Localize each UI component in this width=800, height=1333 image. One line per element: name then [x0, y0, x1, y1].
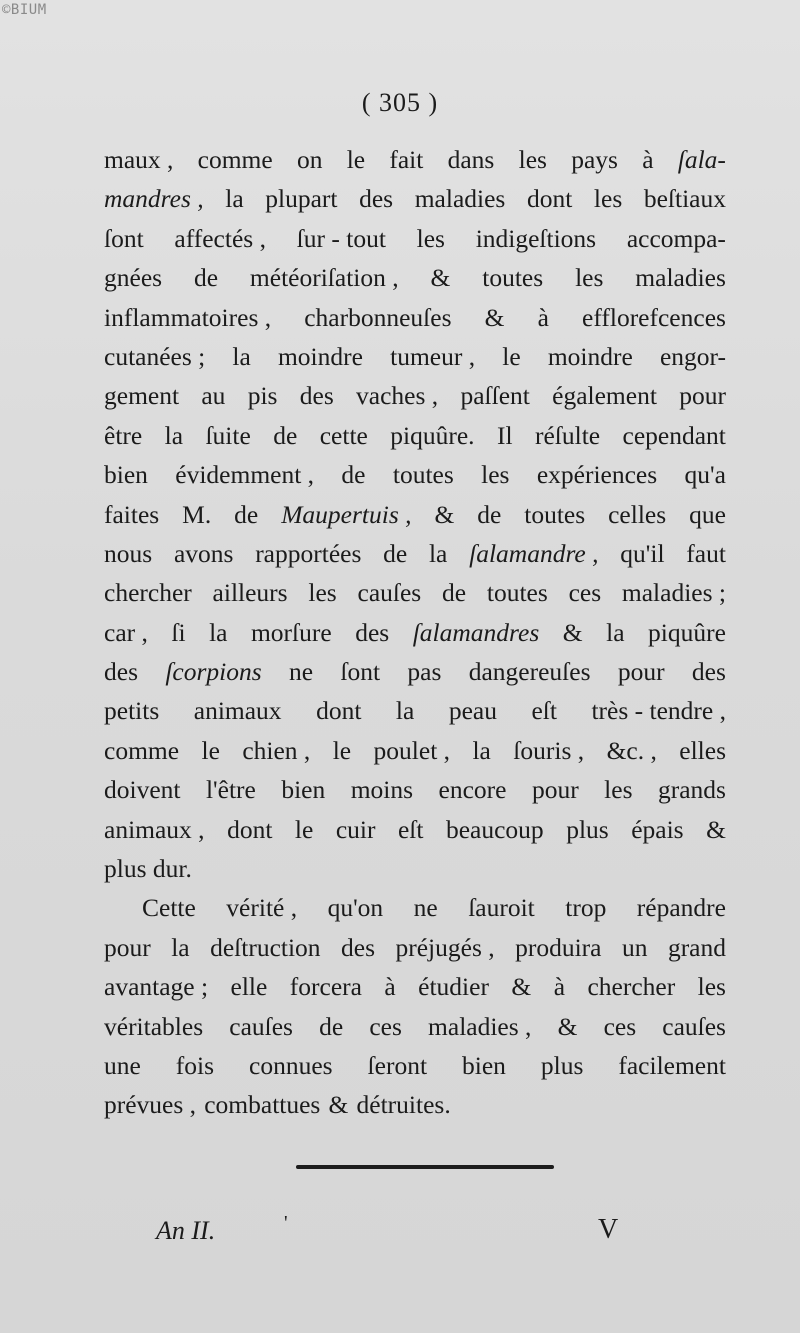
word: les	[416, 223, 445, 253]
text-line	[104, 613, 726, 652]
word: elle	[230, 972, 268, 1002]
word: à	[642, 145, 654, 174]
text-line	[104, 495, 726, 534]
word: la	[232, 341, 251, 371]
word: très - tendre ,	[591, 696, 726, 726]
word: véritables	[104, 1011, 204, 1041]
word: Cette	[142, 893, 196, 923]
word: grands	[657, 775, 726, 805]
word: ne	[289, 657, 314, 687]
word: gnées	[104, 263, 163, 293]
word: une	[104, 1050, 141, 1080]
word: ſauroit	[468, 893, 535, 923]
word: moins	[350, 775, 414, 805]
text-line	[104, 573, 726, 612]
word: à	[384, 972, 396, 1002]
word: pour	[104, 932, 151, 962]
word: Il	[496, 420, 513, 450]
italic-word: Maupertuis ,	[281, 499, 412, 529]
word: chercher	[104, 578, 192, 608]
text-line	[104, 1085, 726, 1124]
word: cauſes	[662, 1011, 726, 1041]
word: &	[430, 263, 451, 293]
word: &	[562, 617, 583, 647]
word: pour	[617, 657, 665, 687]
word: dont	[227, 814, 273, 844]
text-line	[104, 731, 726, 770]
word: petits	[104, 696, 160, 726]
word: expériences	[536, 460, 658, 490]
word: maladies ;	[621, 578, 726, 608]
word: la	[171, 932, 190, 962]
word: &	[557, 1011, 578, 1041]
word: les	[308, 578, 337, 608]
word: cutanées ;	[104, 341, 206, 371]
word: moindre	[277, 341, 363, 371]
word: efflorefcences	[582, 302, 726, 332]
word: facilement	[618, 1050, 726, 1080]
text-line	[104, 652, 726, 691]
italic-word: ſala-	[677, 145, 726, 174]
word: des	[341, 932, 376, 962]
text-line	[104, 849, 726, 888]
word: être	[104, 420, 143, 450]
text-line	[104, 928, 726, 967]
word: encore	[438, 775, 507, 805]
word: l'être	[205, 775, 256, 805]
word: à	[537, 302, 549, 332]
word: pas	[407, 657, 442, 687]
word: animaux	[193, 696, 282, 726]
word: qu'a	[684, 460, 726, 490]
word: plus	[540, 1050, 584, 1080]
word: ſeront	[367, 1050, 428, 1080]
text-line	[104, 888, 726, 927]
text-line	[104, 376, 726, 415]
italic-word: mandres ,	[104, 184, 204, 214]
word: avons	[173, 538, 234, 568]
word: de	[442, 578, 467, 608]
word: beſtiaux	[643, 184, 726, 214]
word: animaux ,	[104, 814, 205, 844]
word: évidemment ,	[175, 460, 315, 490]
word: bien	[281, 775, 326, 805]
word: fait	[389, 145, 424, 174]
text-line	[104, 179, 726, 218]
word: cauſes	[229, 1011, 293, 1041]
word: qu'on	[327, 893, 384, 923]
word: grand	[667, 932, 726, 962]
word: de	[234, 499, 259, 529]
word: météoriſation ,	[249, 263, 399, 293]
word: répandre	[636, 893, 726, 923]
text-line	[104, 258, 726, 297]
word: &	[434, 499, 455, 529]
word: comme	[197, 145, 273, 174]
text-line	[104, 298, 726, 337]
word: plus	[566, 814, 609, 844]
word: ces	[603, 1011, 637, 1041]
word: morſure	[250, 617, 332, 647]
word: produira	[515, 932, 602, 962]
word: le	[502, 341, 521, 371]
section-rule	[296, 1165, 554, 1169]
word: cuir	[335, 814, 376, 844]
word: &	[484, 302, 505, 332]
word: paſſent	[460, 381, 530, 411]
word: eſt	[531, 696, 557, 726]
word: bien	[104, 460, 148, 490]
body-text	[104, 140, 726, 1125]
word: ces	[369, 1011, 402, 1041]
word: la	[428, 538, 448, 568]
text-line	[104, 691, 726, 730]
word: engor-	[659, 341, 726, 371]
word: pis	[247, 381, 278, 411]
word: le	[294, 814, 314, 844]
word: faut	[686, 538, 726, 568]
word: dont	[316, 696, 362, 726]
word: fois	[175, 1050, 215, 1080]
word: accompa-	[626, 223, 726, 253]
word: trop	[565, 893, 607, 923]
word: vaches ,	[356, 381, 439, 411]
word: de	[193, 263, 219, 293]
word: ailleurs	[212, 578, 288, 608]
word: également	[552, 381, 657, 411]
text-line	[104, 770, 726, 809]
word: préjugés ,	[395, 932, 495, 962]
word: la	[164, 420, 184, 450]
word: maladies ,	[428, 1011, 532, 1041]
word: pays	[571, 145, 618, 174]
page-number: ( 305 )	[361, 88, 439, 117]
signature-left: An II.	[156, 1216, 216, 1245]
word: M.	[182, 499, 212, 529]
word: ſur - tout	[296, 223, 386, 253]
word: car ,	[104, 617, 148, 647]
word: &c. ,	[606, 735, 657, 765]
word: les	[518, 145, 547, 174]
word: piquûre.	[390, 420, 475, 450]
word: maladies	[635, 263, 726, 293]
word: combattues	[204, 1090, 321, 1120]
word: ſont	[340, 657, 381, 687]
word: chercher	[587, 972, 676, 1002]
word: pour	[531, 775, 579, 805]
word: dans	[447, 145, 495, 174]
word: de	[319, 1011, 344, 1041]
word: détruites.	[356, 1090, 451, 1120]
word: ne	[413, 893, 438, 923]
word: étudier	[418, 972, 489, 1002]
word: rapportées	[255, 538, 362, 568]
word: de	[477, 499, 502, 529]
word: bien	[462, 1050, 506, 1080]
word: le	[201, 735, 220, 765]
word: toutes	[486, 578, 548, 608]
word: que	[689, 499, 726, 529]
word: cependant	[622, 420, 726, 450]
word: qu'il	[620, 538, 665, 568]
word: épais	[631, 814, 684, 844]
word: la	[606, 617, 625, 647]
word: forcera	[289, 972, 362, 1002]
word: ſont	[104, 223, 144, 253]
word: peau	[448, 696, 497, 726]
text-line	[104, 416, 726, 455]
word: beaucoup	[445, 814, 544, 844]
signature-right: V	[598, 1214, 619, 1245]
word: les	[604, 775, 633, 805]
word: affectés ,	[174, 223, 266, 253]
word: maladies	[414, 184, 506, 214]
word: &	[511, 972, 532, 1002]
word: les	[481, 460, 510, 490]
text-line	[104, 219, 726, 258]
word: des	[104, 657, 138, 687]
word: celles	[608, 499, 667, 529]
word: cauſes	[357, 578, 422, 608]
word: des	[299, 381, 334, 411]
italic-word: ſalamandres	[412, 617, 540, 647]
word: comme	[104, 735, 180, 765]
library-watermark: ©BIUM	[2, 2, 47, 18]
word: inflammatoires ,	[104, 302, 272, 332]
word: eſt	[397, 814, 424, 844]
word: &	[706, 814, 726, 844]
word: ſi	[171, 617, 186, 647]
word: ces	[568, 578, 602, 608]
word: avantage ;	[104, 972, 209, 1002]
text-line	[104, 455, 726, 494]
word: toutes	[524, 499, 586, 529]
word: faites	[104, 499, 160, 529]
word: les	[697, 972, 726, 1002]
italic-word: ſcorpions	[165, 657, 262, 687]
signature-mark: '	[284, 1212, 288, 1234]
word: les	[593, 184, 623, 214]
word: prévues ,	[104, 1090, 197, 1120]
word: charbonneuſes	[304, 302, 452, 332]
word: doivent	[104, 775, 181, 805]
word: le	[346, 145, 366, 174]
word: indigeſtions	[475, 223, 597, 253]
word: de	[341, 460, 366, 490]
word: chien ,	[242, 735, 311, 765]
word: poulet ,	[373, 735, 451, 765]
word: dont	[526, 184, 573, 214]
italic-word: ſalamandre ,	[469, 538, 599, 568]
word: de	[273, 420, 298, 450]
word: cette	[319, 420, 368, 450]
text-line	[104, 1046, 726, 1085]
word: des	[359, 184, 394, 214]
word: vérité ,	[226, 893, 298, 923]
word: la	[209, 617, 228, 647]
word: piquûre	[648, 617, 726, 647]
text-line	[104, 337, 726, 376]
word: on	[296, 145, 323, 174]
word: ſouris ,	[513, 735, 585, 765]
word: les	[575, 263, 604, 293]
word: à	[553, 972, 566, 1002]
word: le	[332, 735, 352, 765]
word: deſtruction	[210, 932, 321, 962]
word: toutes	[482, 263, 544, 293]
word: tumeur ,	[390, 341, 476, 371]
word: connues	[249, 1050, 333, 1080]
word: toutes	[392, 460, 454, 490]
word: des	[691, 657, 726, 687]
word: la	[395, 696, 415, 726]
word: au	[201, 381, 226, 411]
word: elles	[679, 735, 726, 765]
text-line	[104, 534, 726, 573]
text-line	[104, 1007, 726, 1046]
text-line	[104, 140, 726, 179]
word: dangereuſes	[468, 657, 591, 687]
word: de	[383, 538, 408, 568]
word: des	[355, 617, 390, 647]
word: réſulte	[534, 420, 601, 450]
word: plus dur.	[104, 854, 192, 884]
word: un	[621, 932, 648, 962]
word: gement	[104, 381, 180, 411]
text-line	[104, 810, 726, 849]
word: la	[225, 184, 244, 214]
word: maux ,	[104, 145, 174, 174]
word: moindre	[547, 341, 633, 371]
word: plupart	[265, 184, 338, 214]
word: nous	[104, 538, 153, 568]
word: &	[328, 1090, 349, 1120]
word: ſuite	[205, 420, 251, 450]
word: pour	[679, 381, 726, 411]
word: la	[472, 735, 491, 765]
text-line	[104, 967, 726, 1006]
